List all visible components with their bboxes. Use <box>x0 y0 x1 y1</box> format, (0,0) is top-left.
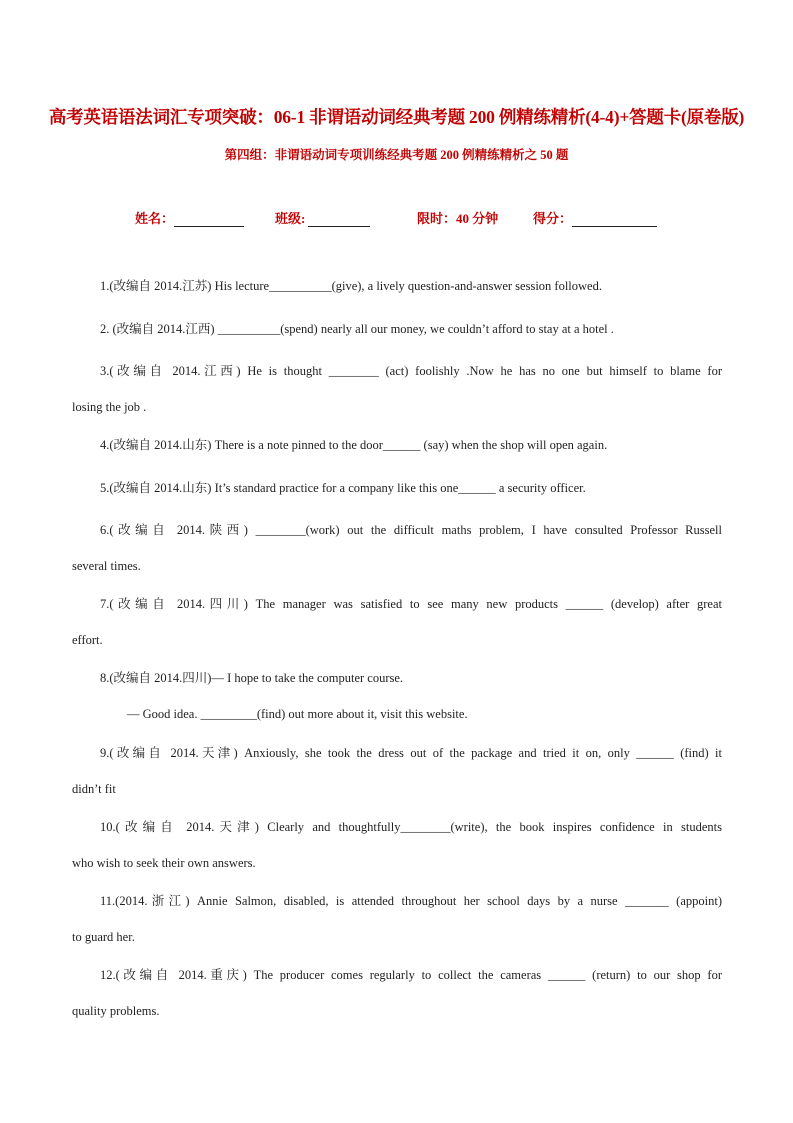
question-continuation: didn’t fit <box>72 782 116 796</box>
time-limit: 限时：40 分钟 <box>417 211 499 226</box>
name-label: 姓名： <box>135 211 175 226</box>
score-blank <box>572 211 657 227</box>
question-text: 7.(改编自 2014.四川) The manager was satisfied to see many new products ______ (develop) after great <box>100 597 722 611</box>
question-12 <box>72 957 722 1029</box>
score-field <box>533 208 657 227</box>
name-blank <box>174 211 244 227</box>
question-text: 1.(改编自 2014.江苏) His lecture__________(give), a lively question-and-answer session followed. <box>100 279 602 293</box>
question-6 <box>72 512 722 584</box>
question-text: 11.(2014.浙江) Annie Salmon, disabled, is attended throughout her school days by a nurse _______ (appoint) <box>100 894 722 908</box>
class-label: 班级: <box>275 211 306 226</box>
question-text: 3.(改编自 2014.江西) He is thought ________ (act) foolishly .Now he has no one but himself to blame for <box>100 364 722 378</box>
question-text: 2. (改编自 2014.江西) __________(spend) nearly all our money, we couldn’t afford to stay at a hotel . <box>100 322 614 336</box>
question-text: 5.(改编自 2014.山东) It’s standard practice for a company like this one______ a security officer. <box>100 481 586 495</box>
class-blank <box>308 211 370 227</box>
question-10 <box>72 809 722 881</box>
question-1 <box>72 268 722 304</box>
question-text: 10.(改编自 2014.天津) Clearly and thoughtfully________(write), the book inspires confidence in students <box>100 820 722 834</box>
question-text: 4.(改编自 2014.山东) There is a note pinned to the door______ (say) when the shop will open again. <box>100 438 608 452</box>
question-7 <box>72 586 722 658</box>
question-reply: — Good idea. _________(find) out more about it, visit this website. <box>127 707 468 721</box>
question-text: 6.(改编自 2014.陕西) ________(work) out the difficult maths problem, I have consulted Professor Russell <box>100 523 722 537</box>
question-continuation: to guard her. <box>72 930 135 944</box>
name-field <box>135 208 244 227</box>
document-subtitle: 第四组：非谓语动词专项训练经典考题 200 例精练精析之 50 题 <box>224 148 569 162</box>
question-9 <box>72 735 722 807</box>
question-text: 8.(改编自 2014.四川)— I hope to take the computer course. <box>100 671 404 685</box>
question-2 <box>72 311 722 347</box>
question-continuation: quality problems. <box>72 1004 160 1018</box>
score-label: 得分： <box>533 211 573 226</box>
question-11 <box>72 883 722 955</box>
question-4 <box>72 427 722 463</box>
question-continuation: losing the job . <box>72 400 147 414</box>
question-continuation: effort. <box>72 633 103 647</box>
question-continuation: several times. <box>72 559 141 573</box>
class-field <box>275 208 370 227</box>
question-continuation: who wish to seek their own answers. <box>72 856 256 870</box>
question-text: 9.(改编自 2014.天津) Anxiously, she took the dress out of the package and tried it on, only ______ (find) it <box>100 746 722 760</box>
question-5 <box>72 470 722 506</box>
question-3 <box>72 353 722 425</box>
question-8 <box>72 660 722 732</box>
document-title: 高考英语语法词汇专项突破：06-1 非谓语动词经典考题 200 例精练精析(4-4)+答题卡(原卷版) <box>48 107 745 127</box>
question-text: 12.(改编自 2014.重庆) The producer comes regularly to collect the cameras ______ (return) to our shop for <box>100 968 722 982</box>
